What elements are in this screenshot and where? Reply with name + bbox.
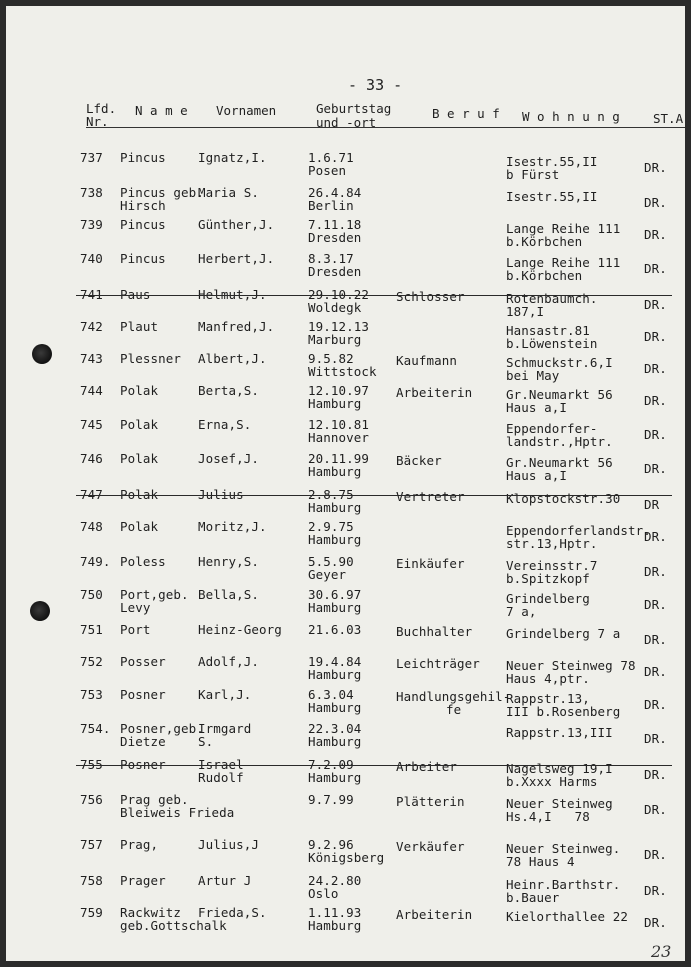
entry-status: DR. [644, 461, 667, 476]
entry-name: Polak [120, 487, 159, 502]
entry-wohnung-line2: b.Bauer [506, 890, 560, 905]
entry-status: DR. [644, 564, 667, 579]
entry-number: 756 [80, 792, 103, 807]
entry-wohnung: Rappstr.13,III [506, 725, 613, 740]
entry-geburtsort: Geyer [308, 567, 347, 582]
entry-geburtsdatum: 5.5.90 [308, 554, 354, 569]
entry-vorname-line2: S. [198, 734, 214, 749]
entry-status: DR. [644, 329, 667, 344]
entry-vorname: Julius [198, 487, 244, 502]
register-entry [6, 488, 685, 522]
entry-geburtsort: Hamburg [308, 532, 362, 547]
register-entry [6, 623, 685, 657]
entry-beruf: Bäcker [396, 453, 442, 468]
page-number: - 33 - [348, 76, 403, 94]
entry-wohnung: Grindelberg [506, 591, 590, 606]
entry-number: 758 [80, 873, 103, 888]
entry-wohnung-line2: b Fürst [506, 167, 560, 182]
entry-name: Polak [120, 451, 159, 466]
entry-name-line2: Levy [120, 600, 151, 615]
entry-status: DR. [644, 632, 667, 647]
entry-wohnung: Nagelsweg 19,I [506, 761, 613, 776]
register-entry [6, 555, 685, 589]
entry-geburtsort: Berlin [308, 198, 354, 213]
entry-wohnung: Neuer Steinweg [506, 796, 613, 811]
entry-status: DR. [644, 297, 667, 312]
entry-name-line2: Dietze [120, 734, 166, 749]
entry-number: 757 [80, 837, 103, 852]
entry-geburtsort: Posen [308, 163, 347, 178]
entry-geburtsdatum: 19.4.84 [308, 654, 362, 669]
entry-vorname: Israel [198, 757, 244, 772]
entry-geburtsort: Hamburg [308, 918, 362, 933]
entry-name-line2: geb.Gottschalk [120, 918, 227, 933]
entry-vorname: Artur J [198, 873, 252, 888]
entry-number: 751 [80, 622, 103, 637]
entry-name: Plessner [120, 351, 182, 366]
entry-number: 754. [80, 721, 111, 736]
entry-vorname: Henry,S. [198, 554, 260, 569]
document-page [6, 6, 685, 961]
entry-status: DR. [644, 883, 667, 898]
entry-name: Polak [120, 383, 159, 398]
entry-wohnung: Heinr.Barthstr. [506, 877, 621, 892]
entry-wohnung-line2: bei May [506, 368, 560, 383]
header-geburtstag: Geburtstag [316, 101, 392, 116]
entry-wohnung: Eppendorferlandstr. [506, 523, 651, 538]
entry-name: Posner,geb. [120, 721, 204, 736]
entry-geburtsdatum: 20.11.99 [308, 451, 370, 466]
register-entry [6, 288, 685, 322]
register-entry [6, 688, 685, 722]
entry-geburtsdatum: 29.10.22 [308, 287, 370, 302]
register-entry [6, 655, 685, 689]
register-entry [6, 252, 685, 286]
entry-vorname: Julius,J [198, 837, 260, 852]
entry-number: 746 [80, 451, 103, 466]
entry-geburtsdatum: 30.6.97 [308, 587, 362, 602]
entry-geburtsdatum: 21.6.03 [308, 622, 362, 637]
entry-number: 749. [80, 554, 111, 569]
entry-status: DR. [644, 361, 667, 376]
entry-number: 737 [80, 150, 103, 165]
entry-beruf: Arbeiterin [396, 385, 473, 400]
entry-beruf: Schlosser [396, 289, 465, 304]
entry-geburtsdatum: 9.7.99 [308, 792, 354, 807]
entry-geburtsdatum: 12.10.97 [308, 383, 370, 398]
entry-status: DR. [644, 195, 667, 210]
entry-wohnung-line2: 7 a, [506, 604, 537, 619]
entry-wohnung: Isestr.55,II [506, 154, 598, 169]
entry-status: DR. [644, 227, 667, 242]
entry-name-line2: Bleiweis Frieda [120, 805, 235, 820]
entry-vorname: Maria S. [198, 185, 260, 200]
entry-geburtsdatum: 6.3.04 [308, 687, 354, 702]
register-entry [6, 722, 685, 756]
entry-beruf: Handlungsgehil- [396, 689, 511, 704]
entry-geburtsdatum: 7.11.18 [308, 217, 362, 232]
register-entry [6, 520, 685, 554]
punch-hole-bottom [30, 601, 50, 621]
entry-status: DR. [644, 664, 667, 679]
entry-geburtsdatum: 12.10.81 [308, 417, 370, 432]
entry-wohnung-line2: landstr.,Hptr. [506, 434, 613, 449]
strikethrough-line [76, 295, 672, 296]
entry-name: Port,geb. [120, 587, 189, 602]
entry-geburtsdatum: 2.9.75 [308, 519, 354, 534]
entry-wohnung: Isestr.55,II [506, 189, 598, 204]
entry-number: 748 [80, 519, 103, 534]
entry-vorname: Frieda,S. [198, 905, 267, 920]
entry-status: DR. [644, 731, 667, 746]
entry-vorname: Josef,J. [198, 451, 260, 466]
entry-geburtsdatum: 22.3.04 [308, 721, 362, 736]
entry-geburtsdatum: 9.5.82 [308, 351, 354, 366]
entry-geburtsort: Hamburg [308, 464, 362, 479]
entry-wohnung-line2: 187,I [506, 304, 545, 319]
entry-wohnung-line2: b.Körbchen [506, 234, 583, 249]
entry-number: 739 [80, 217, 103, 232]
entry-geburtsdatum: 1.6.71 [308, 150, 354, 165]
register-entry [6, 384, 685, 418]
entry-wohnung: Eppendorfer- [506, 421, 598, 436]
header-name: N a m e [135, 103, 188, 118]
entry-name: Rackwitz [120, 905, 182, 920]
register-entry [6, 352, 685, 386]
entry-number: 755 [80, 757, 103, 772]
register-entry [6, 151, 685, 185]
entry-beruf: Leichträger [396, 656, 480, 671]
entry-geburtsort: Wittstock [308, 364, 377, 379]
entry-vorname: Ignatz,I. [198, 150, 267, 165]
entry-name: Paus [120, 287, 151, 302]
entry-vorname: Herbert,J. [198, 251, 275, 266]
entry-wohnung: Grindelberg 7 a [506, 626, 621, 641]
entry-wohnung-line2: Haus a,I [506, 468, 568, 483]
entry-wohnung: Rappstr.13, [506, 691, 590, 706]
entry-geburtsdatum: 19.12.13 [308, 319, 370, 334]
entry-wohnung: Klopstockstr.30 [506, 491, 621, 506]
entry-beruf: Buchhalter [396, 624, 473, 639]
entry-name: Pincus [120, 217, 166, 232]
header-rule [86, 127, 685, 128]
entry-geburtsort: Oslo [308, 886, 339, 901]
header-nr: Nr. [86, 114, 109, 129]
entry-name: Prager [120, 873, 166, 888]
entry-name: Polak [120, 519, 159, 534]
entry-wohnung-line2: b.Körbchen [506, 268, 583, 283]
register-entry [6, 758, 685, 792]
register-entry [6, 186, 685, 220]
entry-geburtsort: Hamburg [308, 600, 362, 615]
entry-geburtsort: Hamburg [308, 734, 362, 749]
entry-geburtsdatum: 7.2.09 [308, 757, 354, 772]
entry-geburtsdatum: 1.11.93 [308, 905, 362, 920]
register-entry [6, 418, 685, 452]
entry-number: 743 [80, 351, 103, 366]
register-entry [6, 906, 685, 940]
register-entry [6, 588, 685, 622]
entry-number: 745 [80, 417, 103, 432]
entry-geburtsort: Hamburg [308, 700, 362, 715]
header-wohnung: W o h n u n g [522, 109, 620, 124]
entry-status: DR. [644, 697, 667, 712]
header-beruf: B e r u f [432, 106, 500, 121]
entry-name: Prag geb. [120, 792, 189, 807]
entry-wohnung-line2: str.13,Hptr. [506, 536, 598, 551]
entry-vorname: Helmut,J. [198, 287, 267, 302]
entry-name: Posner [120, 757, 166, 772]
entry-status: DR. [644, 393, 667, 408]
entry-wohnung: Neuer Steinweg 78 [506, 658, 636, 673]
entry-name: Pincus [120, 150, 166, 165]
header-vornamen: Vornamen [216, 103, 277, 118]
entry-number: 740 [80, 251, 103, 266]
entry-status: DR. [644, 802, 667, 817]
entry-wohnung: Neuer Steinweg. [506, 841, 621, 856]
entry-vorname: Manfred,J. [198, 319, 275, 334]
entry-geburtsort: Hamburg [308, 396, 362, 411]
register-entry [6, 793, 685, 827]
header-status: ST.A [653, 111, 684, 126]
entry-geburtsort: Dresden [308, 230, 362, 245]
entry-geburtsort: Dresden [308, 264, 362, 279]
entry-wohnung: Gr.Neumarkt 56 [506, 455, 613, 470]
entry-vorname-line2: Rudolf [198, 770, 244, 785]
entry-geburtsdatum: 24.2.80 [308, 873, 362, 888]
entry-name: Posner [120, 687, 166, 702]
entry-status: DR. [644, 847, 667, 862]
entry-geburtsdatum: 26.4.84 [308, 185, 362, 200]
entry-geburtsort: Hannover [308, 430, 370, 445]
register-entry [6, 218, 685, 252]
entry-vorname: Moritz,J. [198, 519, 267, 534]
entry-number: 753 [80, 687, 103, 702]
entry-wohnung-line2: Haus 4,ptr. [506, 671, 590, 686]
entry-wohnung-line2: b.Spitzkopf [506, 571, 590, 586]
entry-beruf-line2: fe [446, 702, 462, 717]
entry-vorname: Heinz-Georg [198, 622, 282, 637]
entry-beruf: Arbeiterin [396, 907, 473, 922]
entry-name: Poless [120, 554, 166, 569]
entry-status: DR [644, 497, 660, 512]
entry-wohnung-line2: Hs.4,I 78 [506, 809, 590, 824]
strikethrough-line [76, 765, 672, 766]
entry-vorname: Albert,J. [198, 351, 267, 366]
entry-geburtsort: Hamburg [308, 667, 362, 682]
entry-geburtsort: Woldegk [308, 300, 362, 315]
entry-geburtsort: Hamburg [308, 770, 362, 785]
entry-number: 741 [80, 287, 103, 302]
entry-vorname: Bella,S. [198, 587, 260, 602]
register-entry [6, 874, 685, 908]
entry-vorname: Günther,J. [198, 217, 275, 232]
entry-wohnung: Kielorthallee 22 [506, 909, 629, 924]
entry-beruf: Einkäufer [396, 556, 465, 571]
entry-wohnung: Rotenbaumch. [506, 291, 598, 306]
entry-name: Plaut [120, 319, 159, 334]
entry-geburtsdatum: 2.8.75 [308, 487, 354, 502]
entry-status: DR. [644, 427, 667, 442]
entry-vorname: Irmgard [198, 721, 252, 736]
entry-name: Port [120, 622, 151, 637]
entry-name: Pincus geb. [120, 185, 204, 200]
entry-wohnung-line2: b.Löwenstein [506, 336, 598, 351]
header-lfd: Lfd. [86, 101, 117, 116]
entry-vorname: Karl,J. [198, 687, 252, 702]
entry-number: 750 [80, 587, 103, 602]
entry-wohnung: Schmuckstr.6,I [506, 355, 613, 370]
entry-wohnung: Vereinsstr.7 [506, 558, 598, 573]
entry-number: 759 [80, 905, 103, 920]
entry-vorname: Erna,S. [198, 417, 252, 432]
entry-status: DR. [644, 915, 667, 930]
entry-wohnung-line2: 78 Haus 4 [506, 854, 575, 869]
entry-name: Pincus [120, 251, 166, 266]
entry-geburtsort: Marburg [308, 332, 362, 347]
entry-number: 752 [80, 654, 103, 669]
entry-vorname: Adolf,J. [198, 654, 260, 669]
entry-wohnung: Lange Reihe 111 [506, 255, 621, 270]
entry-status: DR. [644, 529, 667, 544]
entry-status: DR. [644, 597, 667, 612]
entry-wohnung: Hansastr.81 [506, 323, 590, 338]
entry-name: Prag, [120, 837, 159, 852]
punch-hole-top [32, 344, 52, 364]
entry-number: 738 [80, 185, 103, 200]
entry-geburtsort: Hamburg [308, 500, 362, 515]
entry-wohnung-line2: Haus a,I [506, 400, 568, 415]
header-ort: und -ort [316, 115, 377, 130]
entry-number: 747 [80, 487, 103, 502]
entry-status: DR. [644, 767, 667, 782]
entry-number: 742 [80, 319, 103, 334]
entry-number: 744 [80, 383, 103, 398]
entry-beruf: Kaufmann [396, 353, 458, 368]
entry-beruf: Verkäufer [396, 839, 465, 854]
entry-geburtsdatum: 8.3.17 [308, 251, 354, 266]
register-entry [6, 320, 685, 354]
handwritten-note: 23 [651, 942, 672, 961]
entry-name: Posser [120, 654, 166, 669]
entry-wohnung-line2: b.Xxxx Harms [506, 774, 598, 789]
register-entry [6, 838, 685, 872]
entry-beruf: Plätterin [396, 794, 465, 809]
entry-geburtsort: Königsberg [308, 850, 385, 865]
entry-wohnung: Lange Reihe 111 [506, 221, 621, 236]
entry-name: Polak [120, 417, 159, 432]
entry-name-line2: Hirsch [120, 198, 166, 213]
entry-beruf: Vertreter [396, 489, 465, 504]
entry-beruf: Arbeiter [396, 759, 458, 774]
entry-geburtsdatum: 9.2.96 [308, 837, 354, 852]
entry-status: DR. [644, 261, 667, 276]
entry-wohnung: Gr.Neumarkt 56 [506, 387, 613, 402]
strikethrough-line [76, 495, 672, 496]
entry-status: DR. [644, 160, 667, 175]
entry-vorname: Berta,S. [198, 383, 260, 398]
entry-wohnung-line2: III b.Rosenberg [506, 704, 621, 719]
register-entry [6, 452, 685, 486]
